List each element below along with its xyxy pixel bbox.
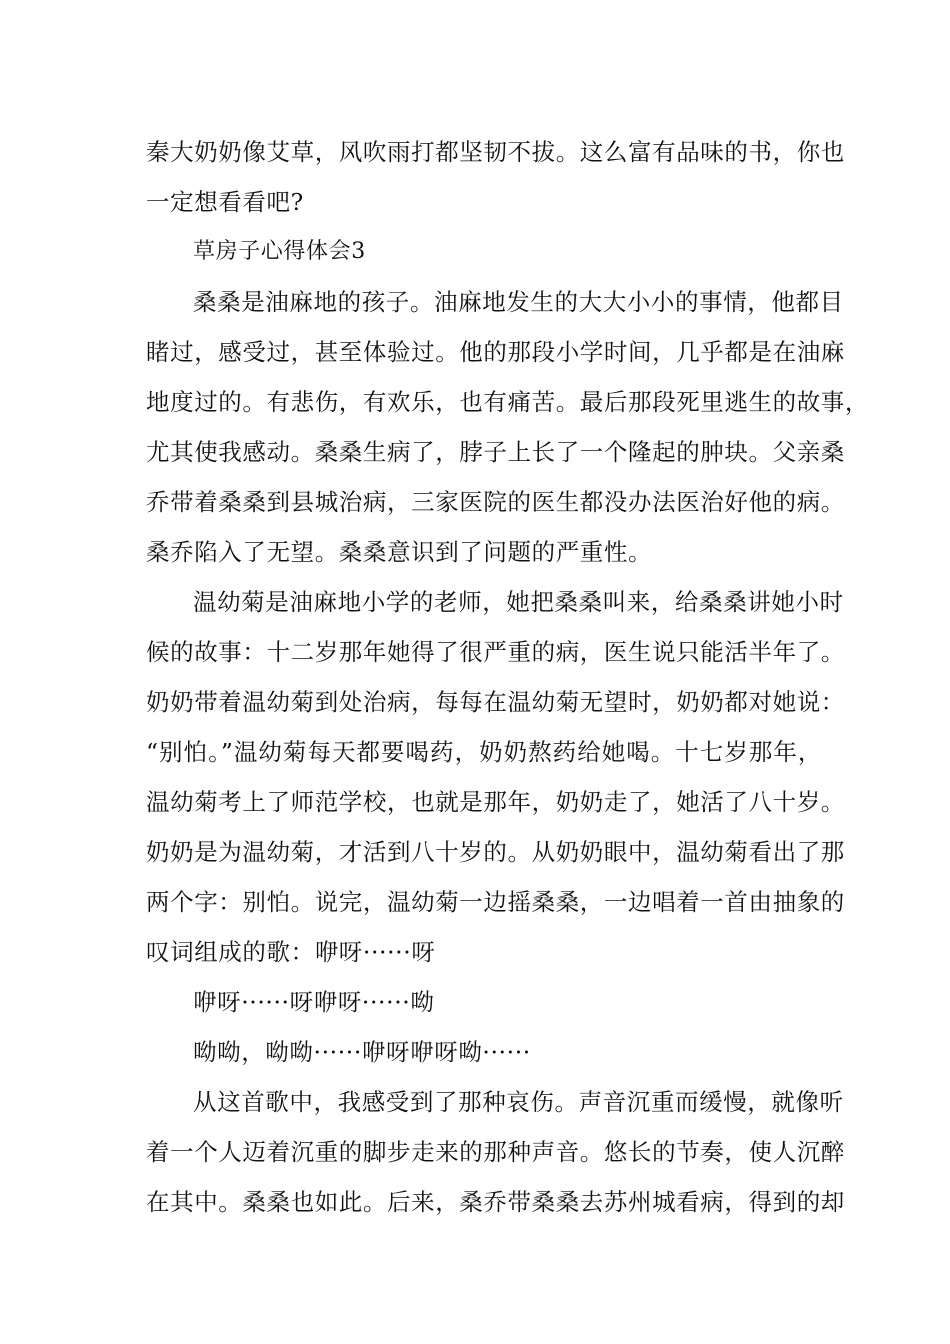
text-line: 候的故事：十二岁那年她得了很严重的病，医生说只能活半年了。 — [146, 638, 845, 666]
paragraph-first-line: 从这首歌中，我感受到了那种哀伤。声音沉重而缓慢，就像听 — [193, 1088, 844, 1116]
paragraph-first-line: 温幼菊是油麻地小学的老师，她把桑桑叫来，给桑桑讲她小时 — [193, 588, 844, 616]
text-line: 地度过的。有悲伤，有欢乐，也有痛苦。最后那段死里逃生的故事， — [146, 388, 869, 416]
text-line: 叹词组成的歌：咿呀······呀 — [146, 938, 436, 966]
song-line: 呦呦，呦呦······咿呀咿呀呦······ — [193, 1038, 531, 1066]
text-line: 两个字：别怕。说完，温幼菊一边摇桑桑，一边唱着一首由抽象的 — [146, 888, 845, 916]
text-line: 秦大奶奶像艾草，风吹雨打都坚韧不拔。这么富有品味的书，你也 — [146, 138, 845, 166]
text-line: 奶奶是为温幼菊，才活到八十岁的。从奶奶眼中，温幼菊看出了那 — [146, 838, 845, 866]
paragraph-first-line: 桑桑是油麻地的孩子。油麻地发生的大大小小的事情，他都目 — [193, 288, 844, 316]
text-line: 尤其使我感动。桑桑生病了，脖子上长了一个隆起的肿块。父亲桑 — [146, 438, 845, 466]
text-line: 奶奶带着温幼菊到处治病，每每在温幼菊无望时，奶奶都对她说： — [146, 688, 845, 716]
section-heading: 草房子心得体会3 — [193, 239, 366, 264]
text-line: “别怕。”温幼菊每天都要喝药，奶奶熬药给她喝。十七岁那年， — [146, 738, 822, 766]
text-line: 在其中。桑桑也如此。后来，桑乔带桑桑去苏州城看病，得到的却 — [146, 1188, 845, 1216]
text-line: 桑乔陷入了无望。桑桑意识到了问题的严重性。 — [146, 538, 653, 566]
song-line: 咿呀······呀咿呀······呦 — [193, 988, 435, 1016]
text-line: 睹过，感受过，甚至体验过。他的那段小学时间，几乎都是在油麻 — [146, 338, 845, 366]
text-line: 一定想看看吧? — [146, 188, 304, 216]
text-line: 温幼菊考上了师范学校，也就是那年，奶奶走了，她活了八十岁。 — [146, 788, 845, 816]
text-line: 着一个人迈着沉重的脚步走来的那种声音。悠长的节奏，使人沉醉 — [146, 1138, 845, 1166]
text-line: 乔带着桑桑到县城治病，三家医院的医生都没办法医治好他的病。 — [146, 488, 845, 516]
